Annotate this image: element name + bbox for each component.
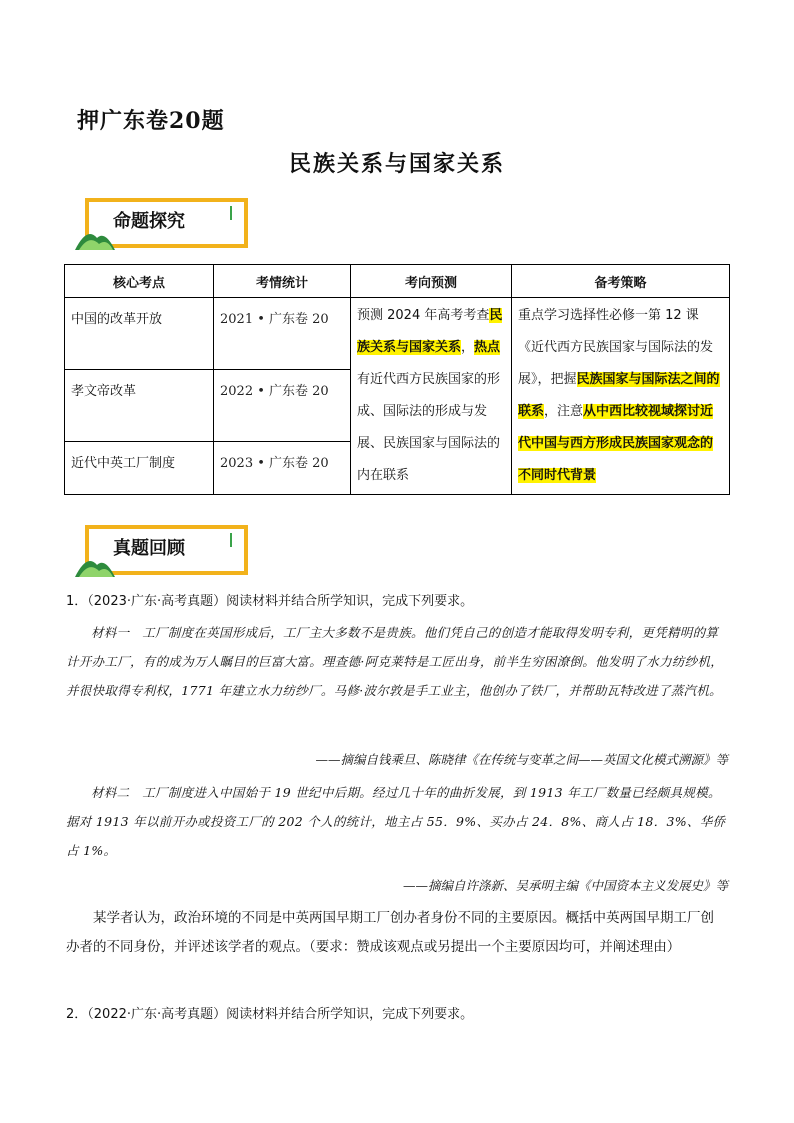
strategy-cell (512, 298, 730, 495)
source-2: ——摘编自许涤新、吴承明主编《中国资本主义发展史》等 (402, 878, 728, 893)
section-label: 命题探究 (113, 211, 185, 232)
strategy-highlight: 民族国家与国际法之间的联系 (518, 372, 720, 419)
prediction-cell (351, 298, 512, 495)
section-label: 真题回顾 (113, 538, 185, 559)
material-1: 材料一 工厂制度在英国形成后，工厂主大多数不是贵族。他们凭自己的创造才能取得发明专利，更凭精明的算计开办工厂，有的成为万人瞩目的巨富大富。理查德·阿克莱特是工匠出身，前半生穷困潦倒。他发明了水力纺纱机，并很快取得专利权，1771 年建立水力纺纱厂。马修·波尔敦是手工业主，他创办了铁厂，并帮助瓦特改进了蒸汽机。 (66, 625, 724, 698)
stat-cell: 2021 • 广东卷 20 (214, 298, 351, 370)
table-header-row (65, 265, 730, 298)
page-subtitle: 民族关系与国家关系 (288, 151, 505, 177)
tick-mark-icon (230, 533, 232, 547)
prediction-highlight: 民族关系与国家关系 (357, 308, 503, 355)
hills-icon (75, 551, 115, 577)
stat-cell: 2023 • 广东卷 20 (214, 441, 351, 494)
question-1-intro: 1．（2023·广东·高考真题）阅读材料并结合所学知识，完成下列要求。 (66, 594, 474, 609)
strategy-text: ，注意 (544, 404, 584, 419)
tick-mark-icon (230, 206, 232, 220)
column-header: 考情统计 (214, 265, 351, 298)
prediction-text: ， (461, 340, 475, 355)
topic-cell: 近代中英工厂制度 (65, 441, 214, 494)
table-row (65, 298, 730, 370)
topic-cell: 孝文帝改革 (65, 369, 214, 441)
prediction-highlight: 热点 (474, 340, 501, 355)
topic-cell: 中国的改革开放 (65, 298, 214, 370)
column-header: 考向预测 (351, 265, 512, 298)
question-1-task: 某学者认为，政治环境的不同是中英两国早期工厂创办者身份不同的主要原因。概括中英两国早期工厂创办者的不同身份，并评述该学者的观点。（要求：赞成该观点或另提出一个主要原因均可，并阐述理由） (66, 910, 714, 955)
prediction-text: 预测 2024 年高考考查 (357, 308, 490, 323)
prediction-text: 有近代西方民族国家的形成、国际法的形成与发展、民族国家与国际法的内在联系 (357, 372, 501, 483)
page-title: 押广东卷20题 (77, 108, 225, 134)
source-1: ——摘编自钱乘旦、陈晓律《在传统与变革之间——英国文化模式溯源》等 (315, 752, 728, 767)
exam-analysis-table (64, 264, 730, 495)
column-header: 核心考点 (65, 265, 214, 298)
hills-icon (75, 224, 115, 250)
column-header: 备考策略 (512, 265, 730, 298)
stat-cell: 2022 • 广东卷 20 (214, 369, 351, 441)
question-2-intro: 2．（2022·广东·高考真题）阅读材料并结合所学知识，完成下列要求。 (66, 1007, 474, 1022)
section-header-proposition (75, 198, 250, 256)
section-header-review (75, 525, 250, 583)
strategy-highlight: 从中西比较视域探讨近代中国与西方形成民族国家观念的不同时代背景 (518, 404, 714, 483)
material-2: 材料二 工厂制度进入中国始于 19 世纪中后期。经过几十年的曲折发展，到 1913 年工厂数量已经颇具规模。据对 1913 年以前开办或投资工厂的 202 个人的统计，地主占 55．9%、买办占 24．8%、商人占 18．3%、华侨占 1%。 (66, 785, 726, 858)
strategy-text: 重点学习选择性必修一第 12 课《近代西方民族国家与国际法的发展》，把握 (518, 308, 714, 387)
